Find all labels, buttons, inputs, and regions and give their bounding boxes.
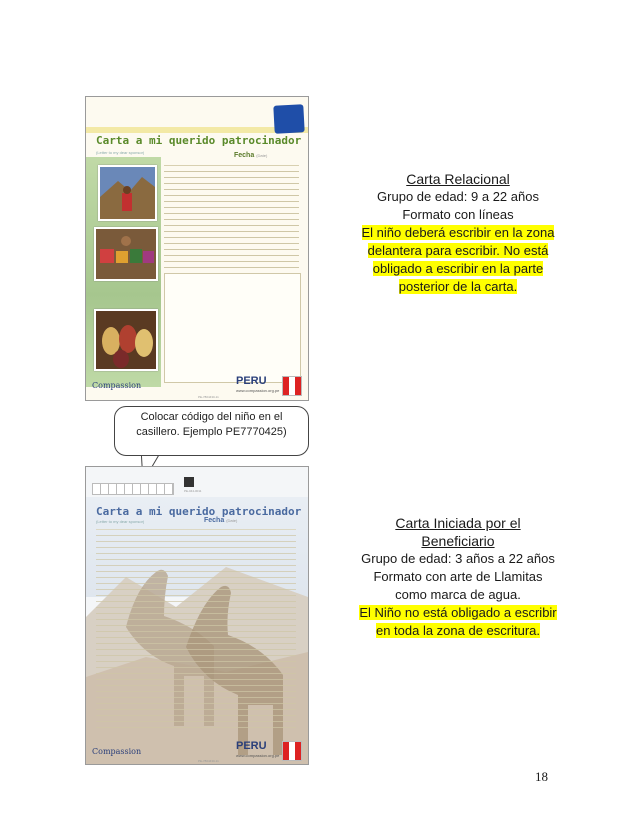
section-relacional [338, 170, 578, 296]
highlight-line-2: delantera para escribir. No está [367, 243, 549, 258]
format-line-2: como marca de agua. [395, 587, 521, 602]
child-code-boxes [92, 483, 174, 495]
letter-code: PE-7804430-11 [198, 395, 219, 399]
highlight-line-1: El Niño no está obligado a escribir [359, 605, 557, 620]
letter-title: Carta a mi querido patrocinador [96, 505, 302, 518]
peru-label: PERU [236, 740, 267, 752]
compassion-logo: Compassion [92, 381, 142, 390]
fecha-label: Fecha (Date) [234, 152, 268, 159]
url-text: www.compassion.org.pe [236, 388, 280, 393]
page-number: 18 [535, 769, 548, 784]
section-iniciada [338, 514, 578, 640]
compassion-logo: Compassion [92, 747, 142, 756]
age-group: Grupo de edad: 3 años a 22 años [361, 551, 555, 566]
letter-subtitle: (Letter to my dear sponsor) [96, 150, 145, 155]
highlight-line-3: obligado a escribir en la parte [372, 261, 544, 276]
section-title: Carta Relacional [406, 171, 510, 187]
url-text: www.compassion.org.pe [236, 753, 280, 758]
photo-textiles [94, 227, 158, 281]
letter-title: Carta a mi querido patrocinador [96, 134, 302, 147]
photo-andes-girl [98, 165, 157, 221]
callout-line-2: casillero. Ejemplo PE7770425) [136, 426, 287, 438]
qr-label: PE-044-0011 [184, 489, 202, 493]
format-line-1: Formato con arte de Llamitas [373, 569, 543, 584]
peru-flag-icon [282, 376, 302, 396]
section-title-line-1: Carta Iniciada por el [395, 515, 521, 531]
highlight-line-2: en toda la zona de escritura. [375, 623, 541, 638]
age-group: Grupo de edad: 9 a 22 años [377, 189, 539, 204]
format-text: Formato con líneas [402, 207, 514, 222]
highlight-line-1: El niño deberá escribir en la zona [361, 225, 555, 240]
writing-lines [164, 165, 299, 274]
peru-label: PERU [236, 375, 267, 387]
section-title-line-2: Beneficiario [421, 533, 495, 549]
peru-flag-icon [282, 741, 302, 761]
callout-line-1: Colocar código del niño en el [140, 411, 283, 423]
letter-thumbnail-llamitas [85, 466, 309, 765]
highlight-line-4: posterior de la carta. [398, 279, 518, 294]
letter-thumbnail-relacional [85, 96, 309, 401]
photo-corn [94, 309, 158, 371]
translation-box [164, 273, 301, 383]
stamp-icon [273, 104, 304, 134]
letter-subtitle: (Letter to my dear sponsor) [96, 519, 145, 524]
fecha-label: Fecha (Date) [204, 517, 238, 524]
letter-code: PE-7804430-11 [198, 759, 219, 763]
qr-code-icon [184, 477, 194, 487]
writing-lines [96, 529, 296, 730]
callout-note [114, 406, 309, 456]
